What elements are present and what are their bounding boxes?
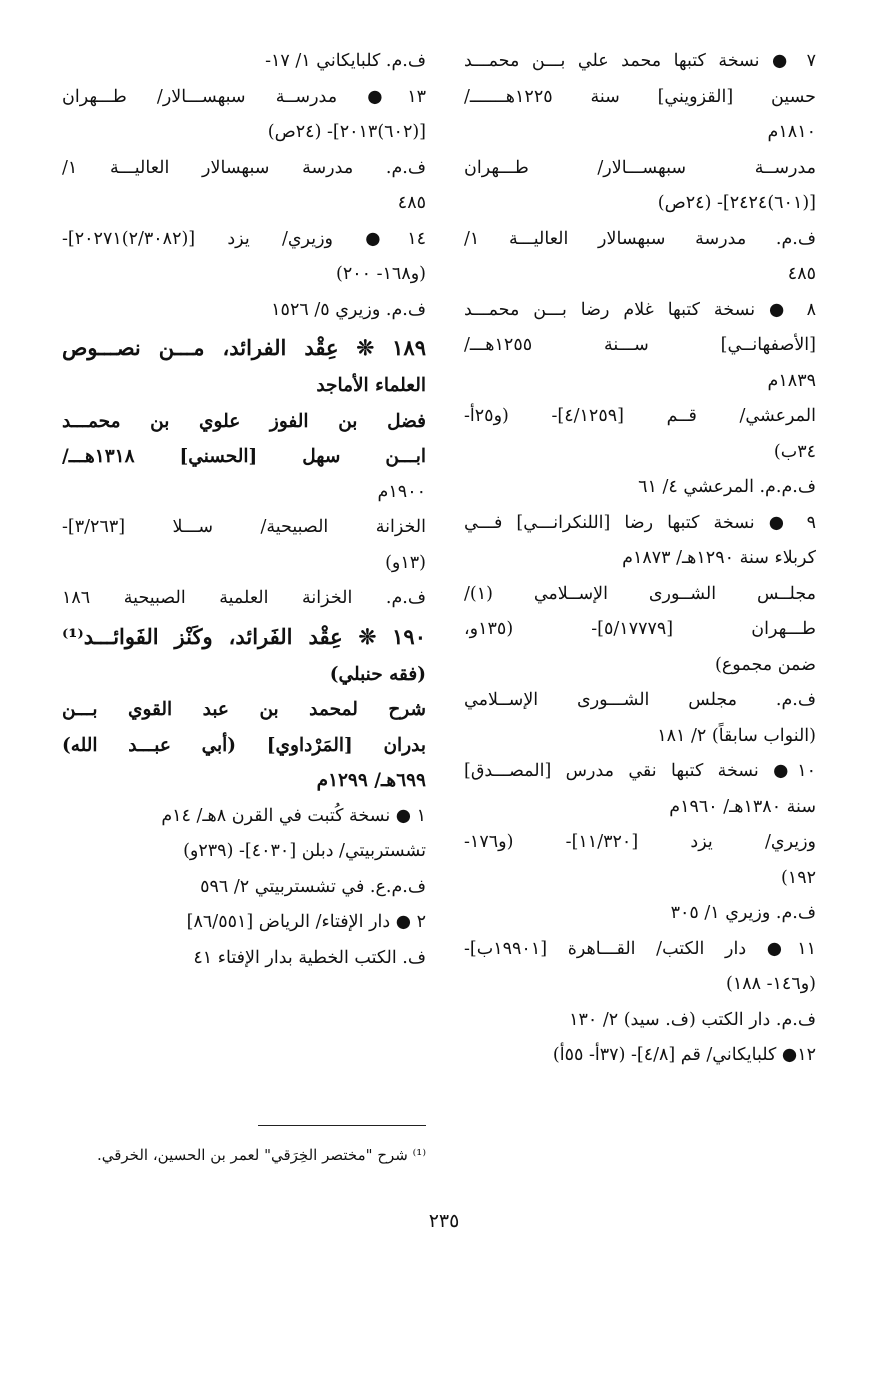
text-line: ف.م. مدرسة سبهسالار العاليـــة ١/ bbox=[62, 157, 426, 178]
text-line: ف.م. مجلس الشـــورى الإســلامي bbox=[464, 690, 816, 710]
text-line: فضل بن الفوز علوي بن محمـــد bbox=[62, 410, 426, 432]
text-line: ابـــن سهل [الحسني] ١٣١٨هـــ/ bbox=[62, 446, 426, 467]
text-line: ٨ ● نسخة كتبها غلام رضا بـــن محمـــد bbox=[464, 299, 816, 320]
text-line: العلماء الأماجد bbox=[316, 375, 426, 396]
text-line: ٢ ● دار الإفتاء/ الرياض [٨٦/٥٥١] bbox=[186, 912, 426, 932]
text-line: [(٦٠٢)٢٠١٣]- (٢٤ص) bbox=[267, 122, 426, 142]
text-line: ١ ● نسخة كُتبت في القرن ٨هـ/ ١٤م bbox=[161, 805, 426, 826]
text-line: [(٦٠١)٢٤٢٤]- (٢٤ص) bbox=[657, 193, 816, 213]
text-line: (و١٤٦- ١٨٨) bbox=[726, 974, 816, 994]
text-line: ف.م.م. المرعشي ٤/ ٦١ bbox=[638, 477, 816, 497]
text-line: ١٩٢) bbox=[780, 867, 816, 888]
footnote-divider bbox=[258, 1125, 426, 1126]
text-line: مجلــس الشــورى الإســلامي (١)/ bbox=[464, 583, 816, 604]
text-line: ١٨٣٩م bbox=[767, 370, 816, 391]
left-column bbox=[62, 44, 426, 976]
text-line: طـــهران [٥/١٧٧٧٩]- (١٣٥و، bbox=[464, 619, 816, 639]
text-line: المرعشي/ قــم [٤/١٢٥٩]- (و٢٥أ- bbox=[464, 406, 816, 426]
text-line: ضمن مجموع) bbox=[715, 654, 816, 675]
text-line: ف.م. كلبايكاني ١/ ١٧- bbox=[265, 51, 426, 71]
text-line: (فقه حنبلي) bbox=[329, 663, 426, 685]
text-line: وزيري/ يزد [١١/٣٢٠]- (و١٧٦- bbox=[464, 832, 816, 852]
text-line: ١٩٠٠م bbox=[377, 481, 426, 502]
footnote: ⁽¹⁾ شرح "مختصر الخِرَقي" لعمر بن الحسين، الخرقي. bbox=[96, 1146, 426, 1164]
text-line: ١٢● كلبايكاني/ قم [٤/٨]- (٣٧أ- ٥٥أ) bbox=[552, 1045, 816, 1065]
text-line: ف.م. الخزانة العلمية الصبيحية ١٨٦ bbox=[62, 588, 426, 608]
text-line: ٤٨٥ bbox=[787, 264, 816, 284]
text-line: كربلاء سنة ١٢٩٠هـ/ ١٨٧٣م bbox=[622, 548, 816, 568]
text-line: ف.م.ع. في تشستربيتي ٢/ ٥٩٦ bbox=[200, 876, 426, 897]
text-line: ف.م. دار الكتب (ف. سيد) ٢/ ١٣٠ bbox=[569, 1009, 816, 1030]
text-line: ٦٩٩هـ/ ١٢٩٩م bbox=[316, 770, 426, 791]
text-line: ف.م. مدرسة سبهسالار العاليـــة ١/ bbox=[464, 228, 816, 249]
text-line: ٩ ● نسخة كتبها رضا [اللنكرانـــي] فـــي bbox=[464, 512, 816, 533]
text-line: (١٣و) bbox=[385, 552, 426, 573]
text-line: بدران [المَرْداوي] (أبي عبـــد الله) bbox=[62, 734, 426, 756]
text-line: ف. الكتب الخطية بدار الإفتاء ٤١ bbox=[193, 947, 426, 968]
text-line: ١٣● مدرســة سبهســـالار/ طـــهران bbox=[62, 86, 426, 107]
text-line: ٤٨٥ bbox=[397, 193, 426, 213]
text-line: ٣٤ب) bbox=[773, 441, 816, 462]
text-line: ١٩٠ ❊ عِقْد الفَرائد، وكَنْز الفَوائـــد⁽¹⁾ bbox=[62, 623, 426, 649]
text-line: (النواب سابقاً) ٢/ ١٨١ bbox=[657, 725, 816, 746]
text-line: ف.م. وزيري ٥/ ١٥٢٦ bbox=[271, 299, 426, 320]
text-line: ١٤● وزيري/ يزد [(٢/٣٠٨٢)٢٠٢٧١]- bbox=[62, 228, 426, 249]
text-line: حسين [القزويني] سنة ١٢٢٥هـــــــ/ bbox=[464, 86, 816, 107]
page-number: ٢٣٥ bbox=[428, 1210, 460, 1232]
text-line: مدرســة سبهســـالار/ طـــهران bbox=[464, 157, 816, 178]
text-line: الخزانة الصبيحية/ ســـلا [٣/٢٦٣]- bbox=[62, 517, 426, 537]
text-line: ١٨١٠م bbox=[767, 122, 816, 142]
text-line: ١٠● نسخة كتبها نقي مدرس [المصـــدق] bbox=[464, 761, 816, 781]
text-line: ١٨٩ ❊ عِقْد الفرائد، مـــن نصـــوص bbox=[62, 335, 426, 360]
text-line: (و١٦٨- ٢٠٠) bbox=[336, 264, 426, 284]
text-line: شرح لمحمد بن عبد القوي بـــن bbox=[62, 699, 426, 720]
text-line: ف.م. وزيري ١/ ٣٠٥ bbox=[670, 903, 816, 923]
text-line: [الأصفهانــي] ســـنة ١٢٥٥هـــ/ bbox=[464, 335, 816, 355]
right-column bbox=[464, 44, 816, 1074]
text-line: ٧ ● نسخة كتبها محمد علي بـــن محمـــد bbox=[464, 51, 816, 71]
text-line: سنة ١٣٨٠هـ/ ١٩٦٠م bbox=[669, 796, 816, 817]
text-line: ١١● دار الكتب/ القـــاهرة [١٩٩٠١ب]- bbox=[464, 938, 816, 959]
text-line: تشستربيتي/ دبلن [٤٠٣٠]- (٢٣٩و) bbox=[183, 841, 426, 861]
